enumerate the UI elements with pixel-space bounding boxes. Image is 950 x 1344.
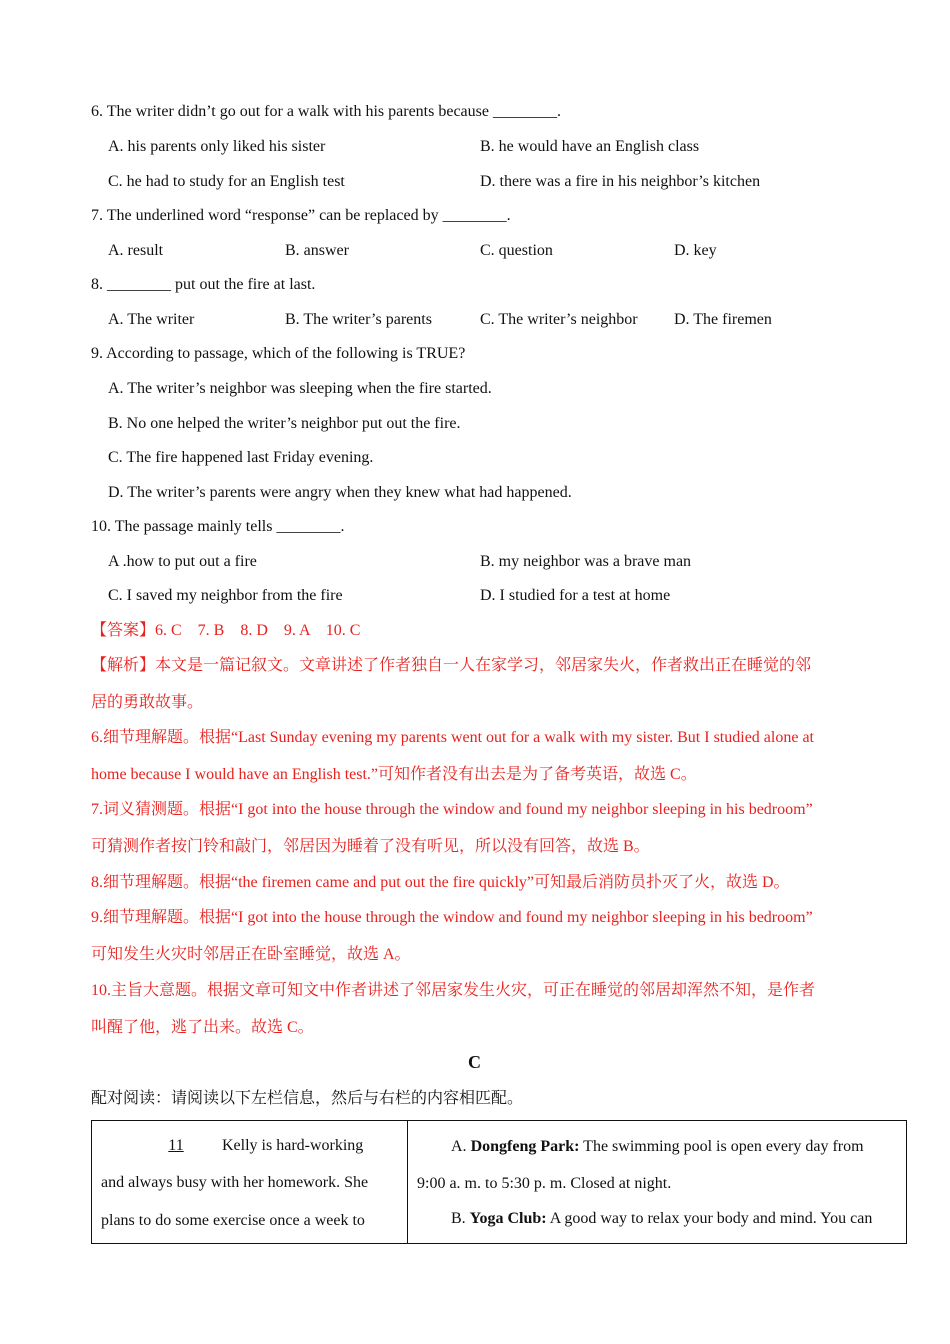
left-line-2: and always busy with her homework. She bbox=[101, 1174, 369, 1191]
q9-option-c: C. The fire happened last Friday evening. bbox=[108, 449, 374, 466]
analysis-q6-line2: home because I would have an English test.”可知作者没有出去是为了备考英语，故选 C。 bbox=[91, 766, 697, 783]
q10-stem: 10. The passage mainly tells ________. bbox=[91, 518, 345, 535]
q9-stem: 9. According to passage, which of the following is TRUE? bbox=[91, 345, 466, 362]
analysis-q6-line1: 6.细节理解题。根据“Last Sunday evening my parents went out for a walk with my sister. But I studied alone at bbox=[91, 729, 814, 746]
analysis-intro-line2: 居的勇敢故事。 bbox=[91, 694, 204, 711]
q6-option-b: B. he would have an English class bbox=[480, 138, 700, 155]
analysis-q9-line2: 可知发生火灾时邻居正在卧室睡觉，故选 A。 bbox=[91, 946, 411, 963]
analysis-q10-line1: 10.主旨大意题。根据文章可知文中作者讲述了邻居家发生火灾，可正在睡觉的邻居却浑然不知，是作者 bbox=[91, 982, 816, 999]
analysis-q9-line1: 9.细节理解题。根据“I got into the house through the window and found my neighbor sleeping in his bedroom” bbox=[91, 909, 813, 926]
option-a-name: Dongfeng Park: bbox=[470, 1138, 580, 1155]
left-column-cell bbox=[92, 1121, 408, 1244]
q10-option-b: B. my neighbor was a brave man bbox=[480, 553, 692, 570]
q6-option-c: C. he had to study for an English test bbox=[108, 173, 345, 190]
q8-option-c: C. The writer’s neighbor bbox=[480, 311, 638, 328]
q6-option-d: D. there was a fire in his neighbor’s kitchen bbox=[480, 173, 761, 190]
option-b-text: A good way to relax your body and mind. You can bbox=[549, 1210, 873, 1227]
option-a-text: The swimming pool is open every day from bbox=[583, 1138, 864, 1155]
analysis-q8-line1: 8.细节理解题。根据“the firemen came and put out the fire quickly”可知最后消防员扑灭了火，故选 D。 bbox=[91, 874, 790, 891]
q8-stem: 8. ________ put out the fire at last. bbox=[91, 276, 316, 293]
answer-blank-11[interactable]: 11 bbox=[168, 1137, 184, 1154]
option-a-letter: A. bbox=[451, 1138, 467, 1155]
q8-option-d: D. The firemen bbox=[674, 311, 772, 328]
analysis-q7-line1: 7.词义猜测题。根据“I got into the house through the window and found my neighbor sleeping in his bedroom” bbox=[91, 801, 813, 818]
q8-option-b: B. The writer’s parents bbox=[285, 311, 432, 328]
section-heading: C bbox=[468, 1052, 481, 1072]
option-a-line-2: 9:00 a. m. to 5:30 p. m. Closed at night. bbox=[417, 1175, 672, 1192]
q7-option-b: B. answer bbox=[285, 242, 349, 259]
q6-option-a: A. his parents only liked his sister bbox=[108, 138, 326, 155]
left-line-1 bbox=[134, 1136, 363, 1156]
q9-option-a: A. The writer’s neighbor was sleeping when the fire started. bbox=[108, 380, 492, 397]
right-column-cell bbox=[408, 1121, 907, 1244]
q9-option-d: D. The writer’s parents were angry when they knew what had happened. bbox=[108, 484, 572, 501]
q10-option-a: A .how to put out a fire bbox=[108, 553, 257, 570]
analysis-q7-line2: 可猜测作者按门铃和敲门，邻居因为睡着了没有听见，所以没有回答，故选 B。 bbox=[91, 838, 650, 855]
q7-option-a: A. result bbox=[108, 242, 164, 259]
analysis-intro-line1: 【解析】本文是一篇记叙文。文章讲述了作者独自一人在家学习，邻居家失火，作者救出正在睡觉的邻 bbox=[91, 657, 812, 674]
option-a-line bbox=[451, 1137, 864, 1157]
q10-option-c: C. I saved my neighbor from the fire bbox=[108, 587, 343, 604]
section-instruction: 配对阅读：请阅读以下左栏信息，然后与右栏的内容相匹配。 bbox=[91, 1090, 524, 1107]
answer-key: 【答案】6. C 7. B 8. D 9. A 10. C bbox=[91, 622, 361, 639]
q10-option-d: D. I studied for a test at home bbox=[480, 587, 671, 604]
q9-option-b: B. No one helped the writer’s neighbor put out the fire. bbox=[108, 415, 461, 432]
q7-option-c: C. question bbox=[480, 242, 553, 259]
matching-table bbox=[91, 1120, 907, 1244]
q8-option-a: A. The writer bbox=[108, 311, 195, 328]
left-line-3: plans to do some exercise once a week to bbox=[101, 1212, 365, 1229]
analysis-q10-line2: 叫醒了他，逃了出来。故选 C。 bbox=[91, 1019, 314, 1036]
q6-stem: 6. The writer didn’t go out for a walk with his parents because ________. bbox=[91, 103, 561, 120]
left-line-1-text: Kelly is hard-working bbox=[222, 1137, 364, 1154]
option-b-name: Yoga Club: bbox=[469, 1210, 547, 1227]
option-b-line bbox=[451, 1209, 872, 1229]
option-b-letter: B. bbox=[451, 1210, 466, 1227]
q7-option-d: D. key bbox=[674, 242, 717, 259]
q7-stem: 7. The underlined word “response” can be replaced by ________. bbox=[91, 207, 511, 224]
